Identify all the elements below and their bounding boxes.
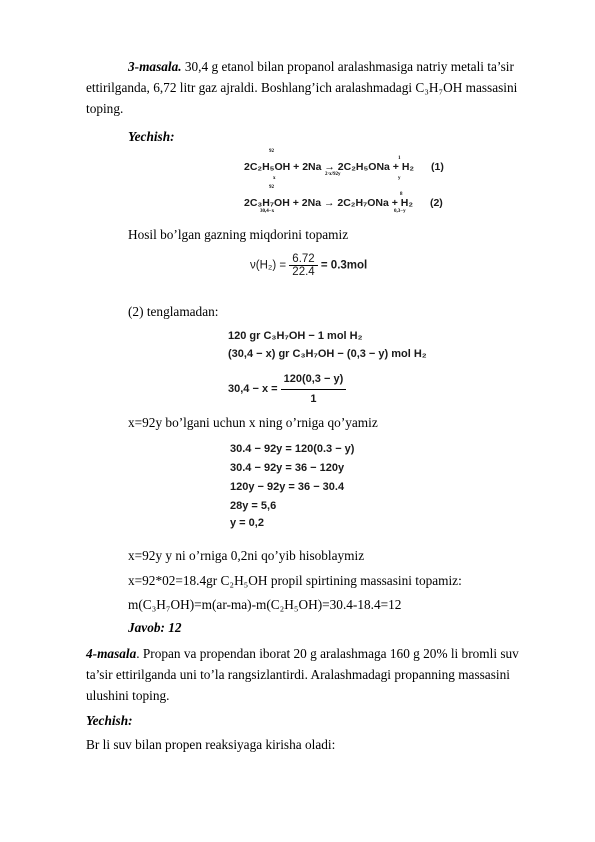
proportion-3-lhs: 30,4 − x = xyxy=(228,383,278,395)
problem4-text-l1: . Propan va propendan iborat 20 g aralashmaga 160 g 20% li bromli suv xyxy=(136,646,519,661)
calc-line-c: m(C₃H₇OH)=m(ar-ma)-m(C₂H₅OH)=30.4-18.4=12 xyxy=(128,597,402,612)
problem4-line2: ta’sir ettirilganda uni to’la rangsizlantirdi. Aralashmadagi propanning massasini xyxy=(86,667,510,682)
problem4-line3: ulushini toping. xyxy=(86,688,170,703)
step-3: 120y − 92y = 36 − 30.4 xyxy=(230,481,345,493)
reaction-block xyxy=(240,148,470,216)
reaction-2-number: (2) xyxy=(429,197,443,209)
moles-formula xyxy=(250,253,367,278)
problem4-line1 xyxy=(86,643,550,664)
r2-below-2: 0,3−y xyxy=(394,209,406,214)
problem3-solution-label: Yechish: xyxy=(128,129,175,144)
proportion-1: 120 gr C₃H₇OH − 1 mol H₂ xyxy=(228,330,363,342)
step-1: 30.4 − 92y = 120(0.3 − y) xyxy=(230,443,355,455)
problem3-line2: ettirilganda, 6,72 litr gaz ajraldi. Boshlang’ich aralashmadagi C₃H₇OH massasini xyxy=(86,80,518,95)
r2-above-1: 92 xyxy=(269,185,274,190)
reaction-1 xyxy=(244,160,444,174)
proportion-3-fraction xyxy=(281,370,347,409)
x92-line: x=92y bo’lgani uchun x ning o’rniga qo’yamiz xyxy=(128,415,378,430)
problem3-text-l1: 30,4 g etanol bilan propanol aralashmasiga natriy metali ta’sir xyxy=(181,59,514,74)
problem3-label: 3-masala. xyxy=(128,59,182,74)
reaction-1-text: 2C₂H₅OH + 2Na → 2C₂H₅ONa + H₂ xyxy=(244,161,415,173)
problem4-last-line: Br li suv bilan propen reaksiyaga kirisha oladi: xyxy=(86,737,336,752)
step-4: 28y = 5,6 xyxy=(230,500,277,512)
calc-line-a: x=92y y ni o’rniga 0,2ni qo’yib hisoblaymiz xyxy=(128,548,365,563)
proportion-3 xyxy=(228,370,346,409)
proportion-3-numerator: 120(0,3 − y) xyxy=(281,370,347,390)
r1-below-3: y xyxy=(398,176,401,181)
moles-lhs: ν(H₂) = xyxy=(250,259,287,272)
calc-line-b: x=92*02=18.4gr C₂H₅OH propil spirtining massasini topamiz: xyxy=(128,573,462,588)
moles-numerator: 6.72 xyxy=(289,253,317,266)
r1-below-1: x xyxy=(273,176,276,181)
problem3-line3: toping. xyxy=(86,101,124,116)
step-5: y = 0,2 xyxy=(230,517,264,529)
problem4-label: 4-masala xyxy=(86,646,137,661)
problem3-line1 xyxy=(128,56,550,77)
r2-below-1: 30,4−x xyxy=(260,209,275,214)
r1-above-1: 92 xyxy=(269,149,274,154)
r1-below-2: 2·x/92y xyxy=(325,172,341,177)
r1-above-2: 1 xyxy=(398,156,401,161)
moles-rhs: = 0.3mol xyxy=(320,259,368,272)
equation2-line: (2) tenglamadan: xyxy=(128,304,219,319)
problem4-solution-label: Yechish: xyxy=(86,713,133,728)
moles-fraction xyxy=(289,253,317,278)
hosil-line: Hosil bo’lgan gazning miqdorini topamiz xyxy=(128,227,349,242)
reaction-2 xyxy=(244,196,443,210)
r2-above-2: 8 xyxy=(400,192,403,197)
moles-denominator: 22.4 xyxy=(292,266,315,278)
proportion-3-denominator: 1 xyxy=(310,393,317,405)
reaction-1-number: (1) xyxy=(431,161,444,173)
reaction-2-text: 2C₃H₇OH + 2Na → 2C₂H₇ONa + H₂ xyxy=(244,197,414,209)
problem3-answer: Javob: 12 xyxy=(128,620,182,635)
proportion-2: (30,4 − x) gr C₃H₇OH − (0,3 − y) mol H₂ xyxy=(228,348,427,360)
step-2: 30.4 − 92y = 36 − 120y xyxy=(230,462,345,474)
